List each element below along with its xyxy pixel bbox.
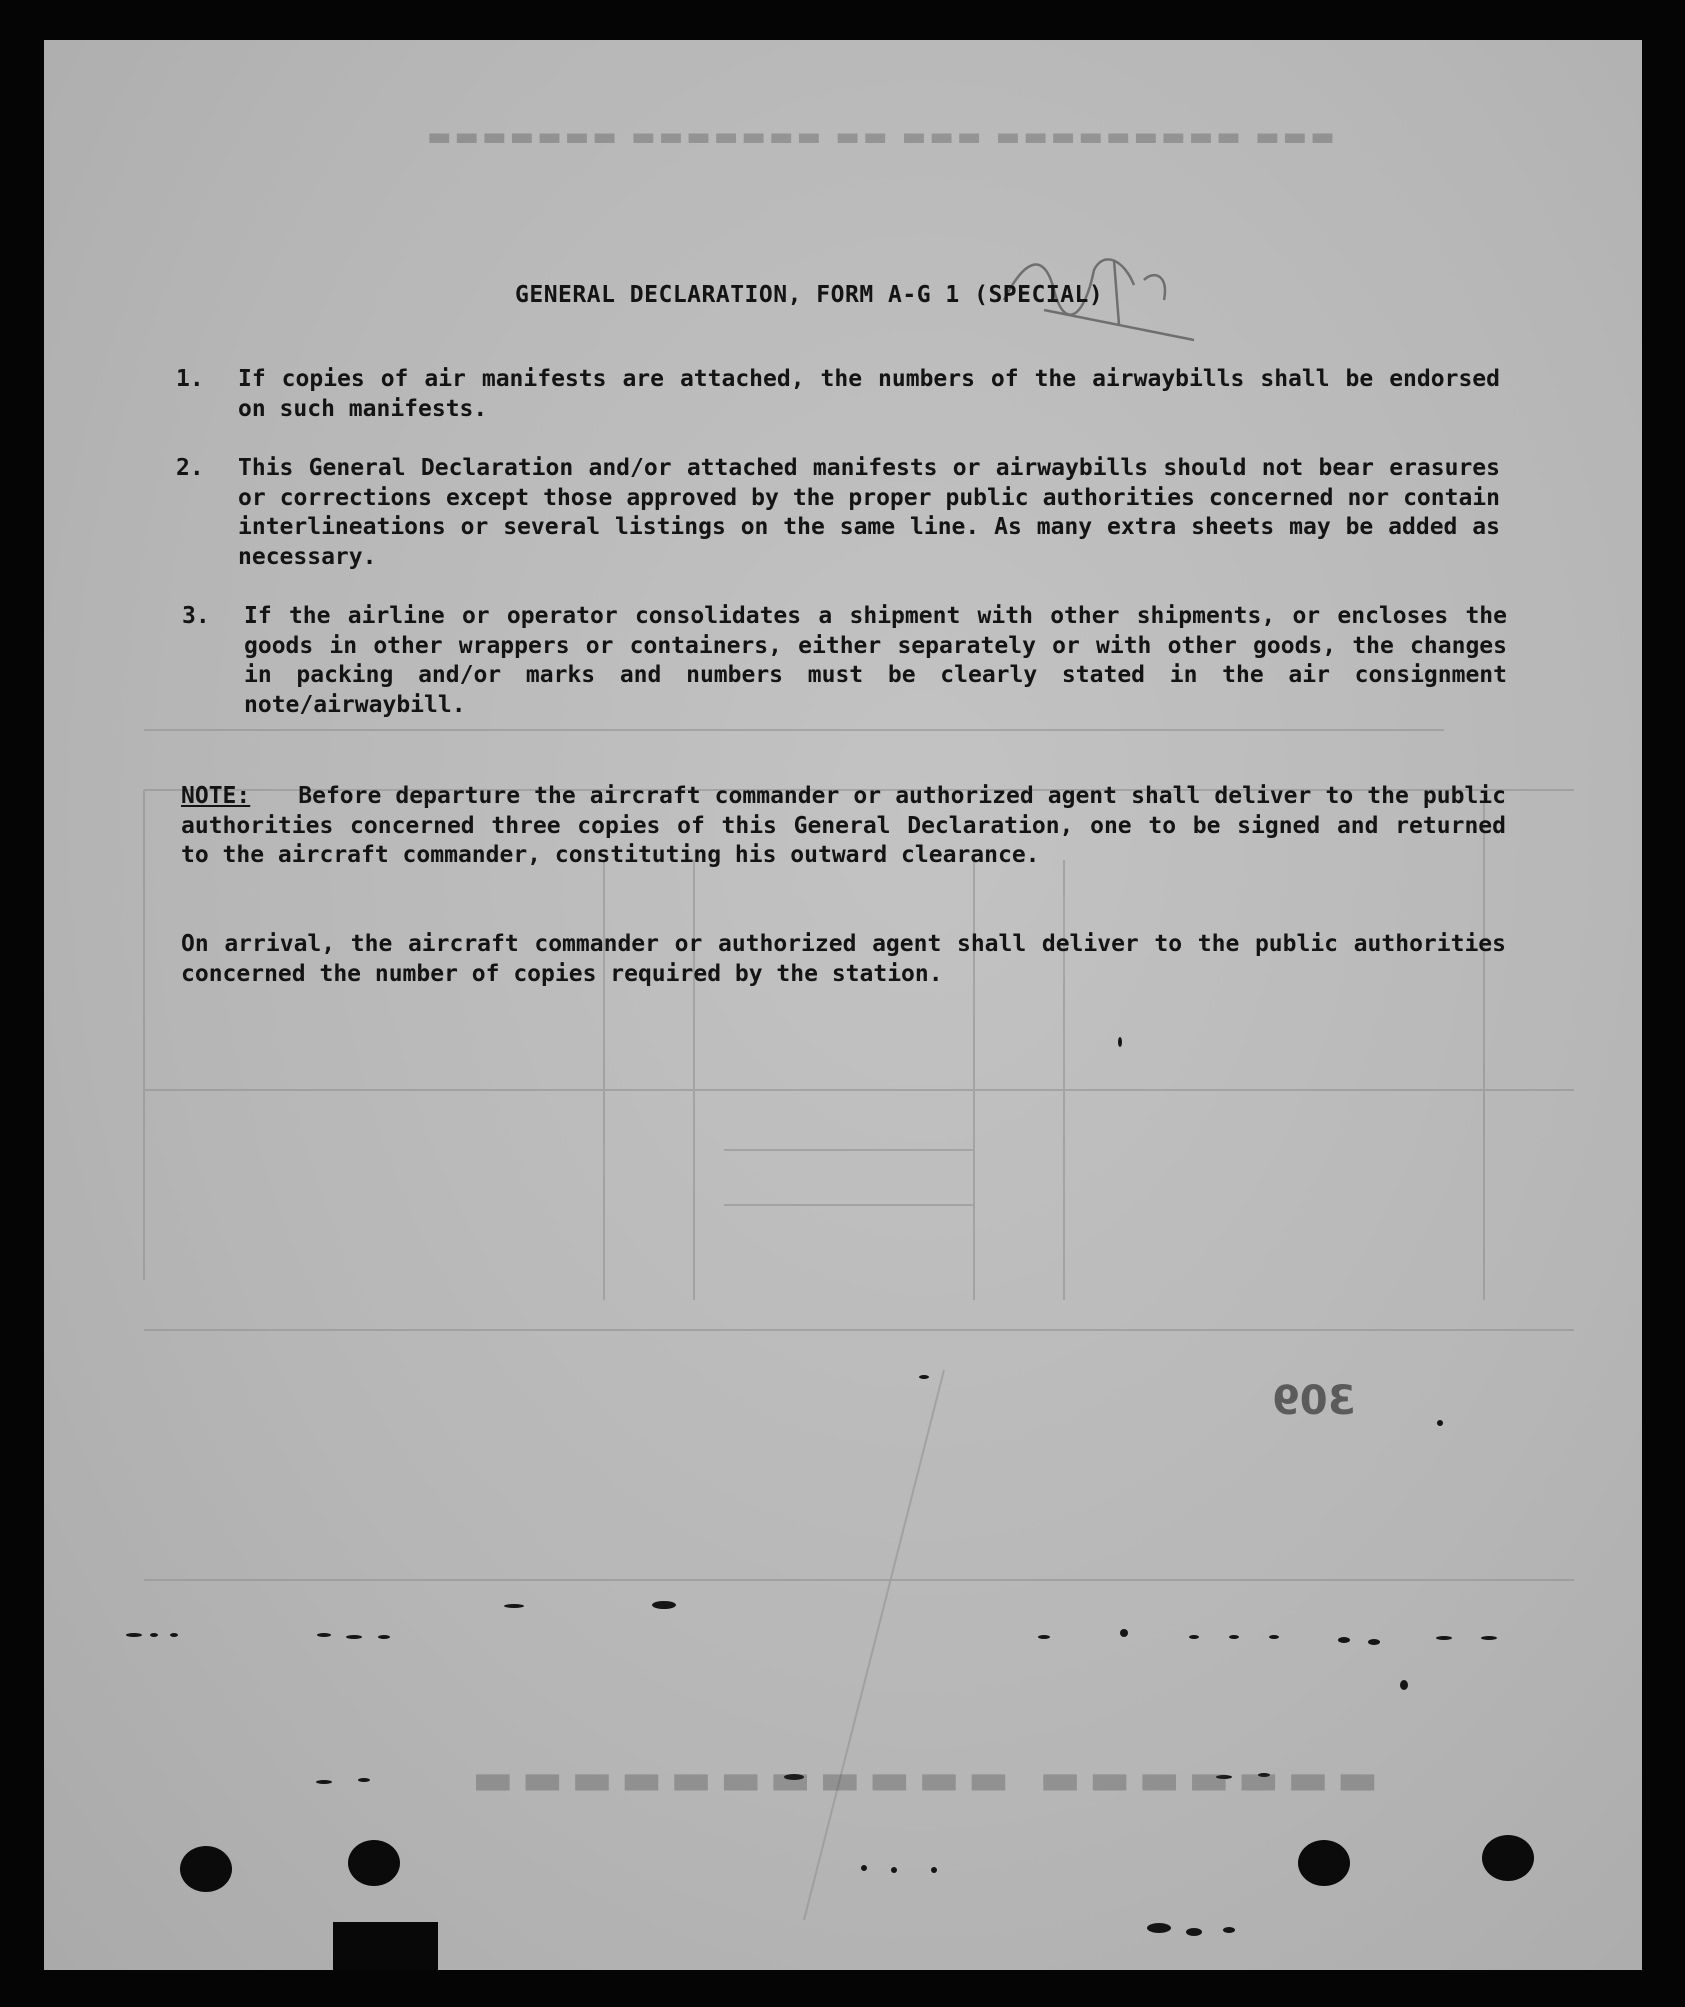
item-text: If the airline or operator consolidates a shipment with other shipments, or encloses the goods in other wrappers or containers, either separately or with other goods, the changes in packing and/or marks and numbers must be clearly stated in the air consignment note/airwaybill. bbox=[244, 603, 1507, 718]
punch-hole-4 bbox=[1482, 1835, 1534, 1881]
bleed-through-lines bbox=[44, 40, 1642, 1970]
punch-hole-2 bbox=[348, 1840, 400, 1886]
punch-hole-1 bbox=[180, 1846, 232, 1892]
item-number: 1. bbox=[176, 366, 204, 392]
item-text: If copies of air manifests are attached, the numbers of the airwaybills shall be endorsed on such manifests. bbox=[238, 366, 1500, 422]
arrival-paragraph: On arrival, the aircraft commander or authorized agent shall deliver to the public authorities concerned the number of copies required by the station. bbox=[181, 931, 1506, 987]
instruction-item-2 bbox=[176, 454, 1506, 574]
item-number: 2. bbox=[176, 455, 204, 481]
note-text: Before departure the aircraft commander or authorized agent shall deliver to the public authorities concerned three copies of this General Declaration, one to be signed and returned to the aircraft commander, constituting his outward clearance. bbox=[181, 783, 1506, 868]
instruction-item-3 bbox=[182, 602, 1512, 722]
note-paragraph bbox=[181, 782, 1506, 871]
instruction-item-1 bbox=[176, 365, 1506, 427]
punch-hole-3 bbox=[1298, 1840, 1350, 1886]
binder-stub bbox=[333, 1922, 438, 1970]
page-title: GENERAL DECLARATION, FORM A-G 1 (SPECIAL) bbox=[515, 282, 1104, 308]
bleed-through-banner: ▬▬▬▬▬▬▬ ▬▬▬▬▬▬▬▬▬▬▬ bbox=[464, 1760, 1379, 1811]
page-number: 309 bbox=[1272, 1378, 1356, 1424]
document-page bbox=[44, 40, 1642, 1970]
note-label: NOTE: bbox=[181, 783, 251, 809]
bleed-through-heading: ▬▬▬ ▬▬▬▬▬▬▬▬▬ ▬▬▬ ▬▬ ▬▬▬▬▬▬▬ ▬▬▬▬▬▬▬ bbox=[424, 122, 1335, 152]
item-text: This General Declaration and/or attached manifests or airwaybills should not bear erasures or corrections except those approved by the proper public authorities concerned nor contain interlineations or several listings on the same line. As many extra sheets may be added as necessary. bbox=[238, 455, 1500, 570]
item-number: 3. bbox=[182, 603, 210, 629]
